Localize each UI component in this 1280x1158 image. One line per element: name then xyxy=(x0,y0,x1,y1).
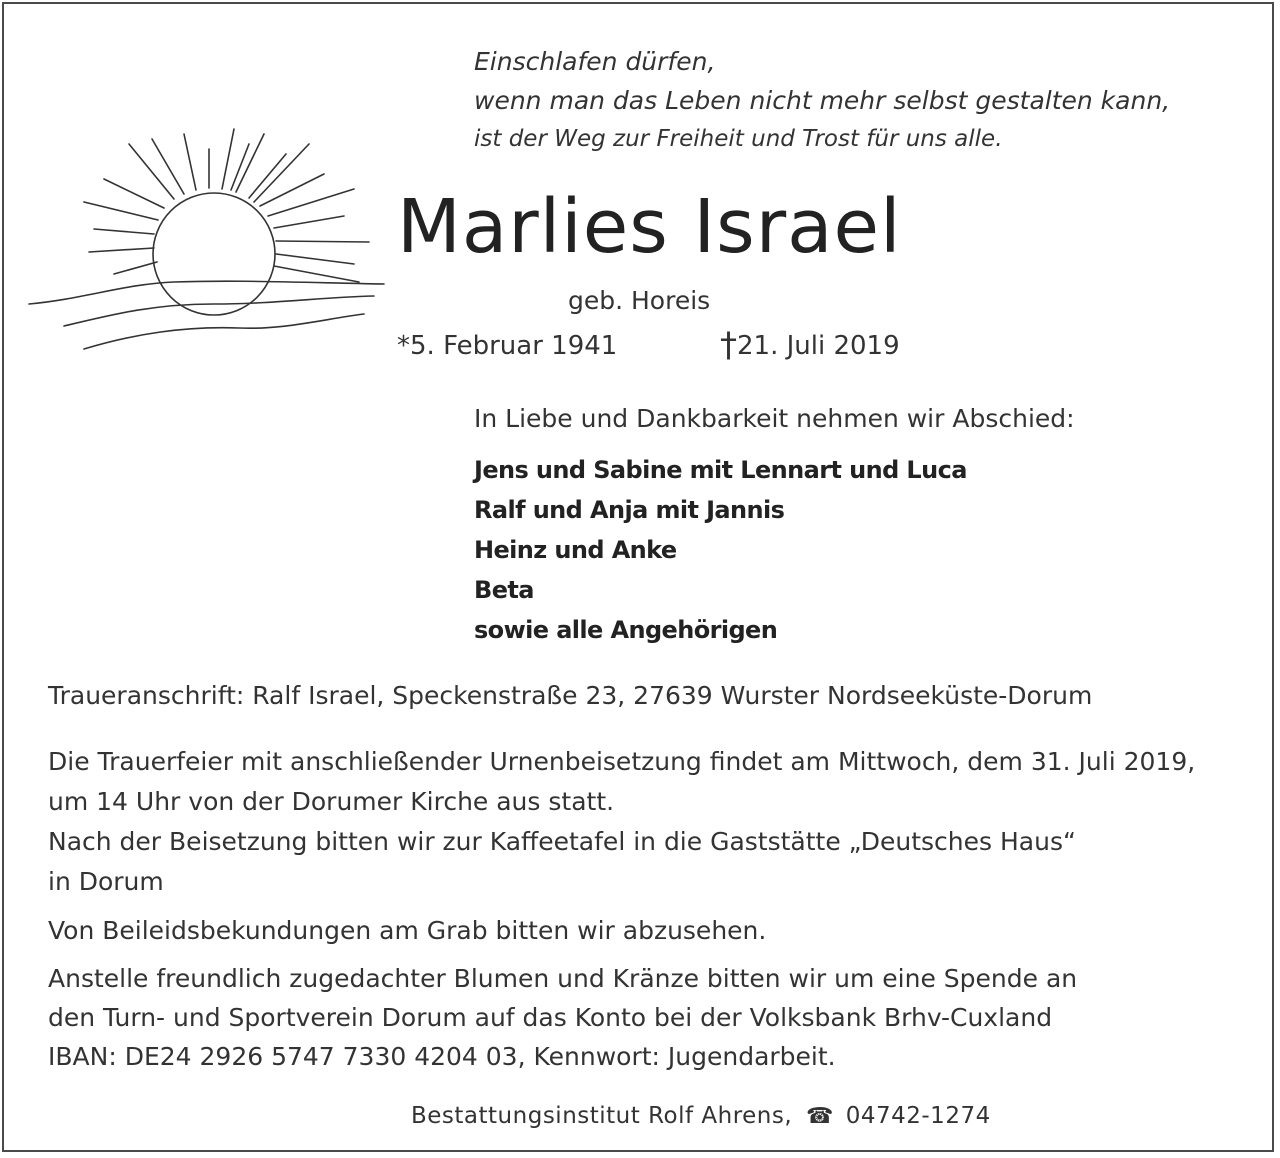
mourner: Jens und Sabine mit Lennart und Luca xyxy=(474,456,967,484)
obituary-frame xyxy=(2,2,1274,1152)
mourner: sowie alle Angehörigen xyxy=(474,616,778,644)
motto-verse xyxy=(474,42,1264,159)
death-date-line xyxy=(720,325,900,365)
death-date: 21. Juli 2019 xyxy=(737,331,900,361)
donation-request xyxy=(48,959,1077,1076)
born-name: geb. Horeis xyxy=(568,286,711,315)
mourner: Ralf und Anja mit Jannis xyxy=(474,496,785,524)
deceased-name: Marlies Israel xyxy=(397,184,902,270)
birth-date: *5. Februar 1941 xyxy=(397,331,618,361)
text-line: den Turn- und Sportverein Dorum auf das Konto bei der Volksbank Brhv-Cuxland xyxy=(48,1003,1053,1032)
text-line: Die Trauerfeier mit anschließender Urnenbeisetzung findet am Mittwoch, dem 31. Juli 2019, xyxy=(48,747,1196,776)
funeral-home xyxy=(411,1103,991,1129)
condolence-note: Von Beileidsbekundungen am Grab bitten wir abzusehen. xyxy=(48,916,767,945)
motto-line: ist der Weg zur Freiheit und Trost für uns alle. xyxy=(474,126,1003,152)
text-line: Nach der Beisetzung bitten wir zur Kaffeetafel in die Gaststätte „Deutsches Haus“ xyxy=(48,827,1076,856)
farewell-line: In Liebe und Dankbarkeit nehmen wir Abschied: xyxy=(474,404,1075,433)
mourner: Heinz und Anke xyxy=(474,536,677,564)
motto-line: wenn man das Leben nicht mehr selbst gestalten kann, xyxy=(474,86,1171,115)
mourner: Beta xyxy=(474,576,534,604)
service-details xyxy=(48,742,1195,902)
text-line: IBAN: DE24 2926 5747 7330 4204 03, Kennwort: Jugendarbeit. xyxy=(48,1042,836,1071)
text-line: in Dorum xyxy=(48,867,164,896)
funeral-home-phone: 04742-1274 xyxy=(845,1103,991,1129)
mourners-list xyxy=(474,450,967,650)
mourning-address: Traueranschrift: Ralf Israel, Speckenstraße 23, 27639 Wurster Nordseeküste-Dorum xyxy=(48,681,1093,710)
phone-icon: ☎ xyxy=(806,1104,834,1129)
text-line: um 14 Uhr von der Dorumer Kirche aus statt. xyxy=(48,787,615,816)
text-line: Anstelle freundlich zugedachter Blumen und Kränze bitten wir um eine Spende an xyxy=(48,964,1078,993)
sunset-over-waves-icon xyxy=(24,104,394,354)
funeral-home-name: Bestattungsinstitut Rolf Ahrens, xyxy=(411,1103,793,1129)
motto-line: Einschlafen dürfen, xyxy=(474,47,716,76)
cross-icon: † xyxy=(720,325,737,365)
